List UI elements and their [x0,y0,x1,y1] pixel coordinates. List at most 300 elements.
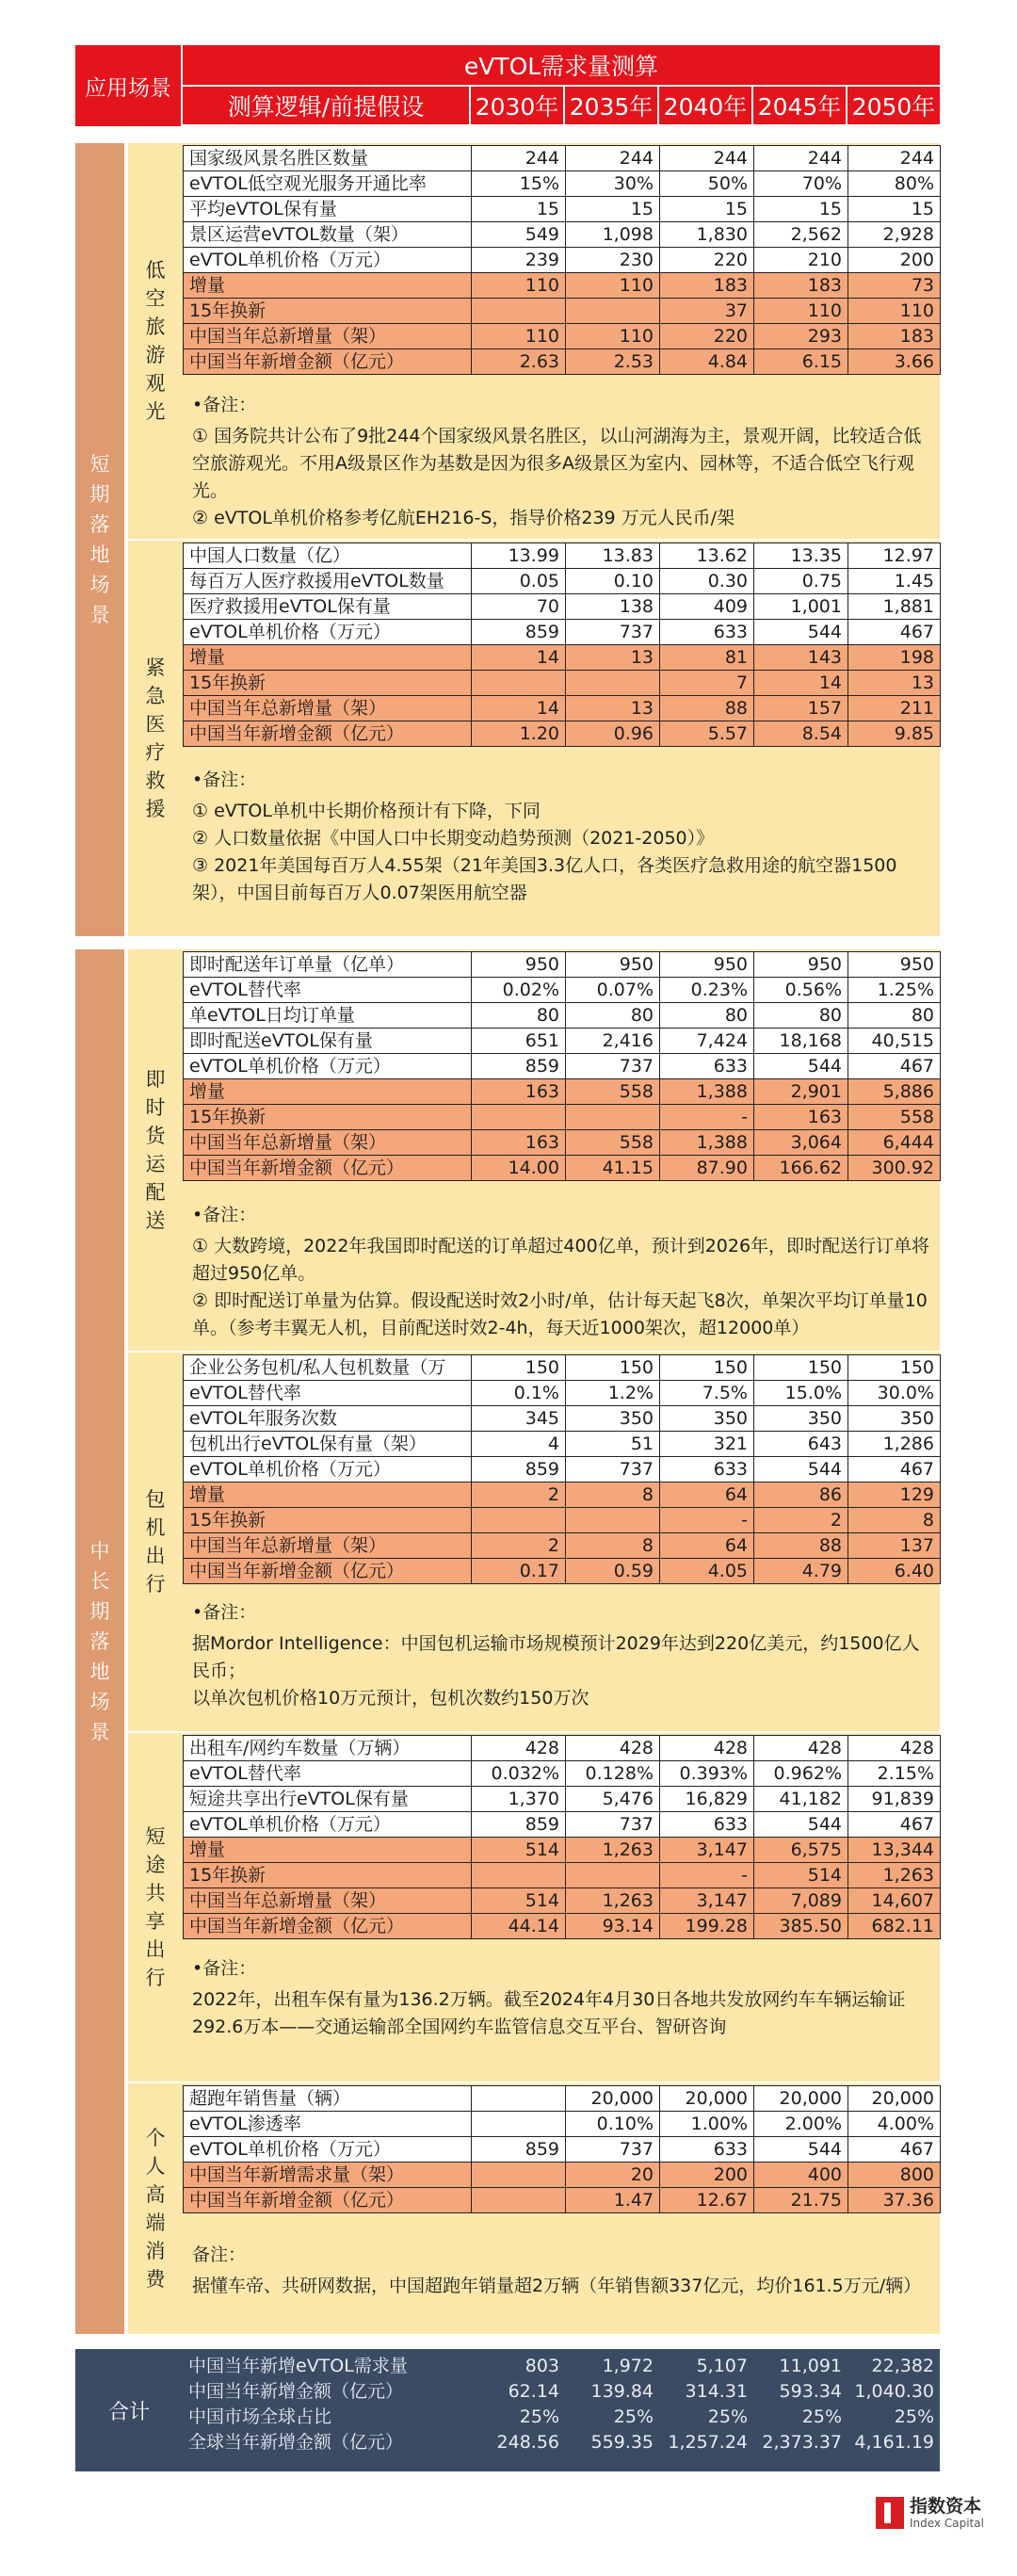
table-row [184,299,941,324]
total-row-label: 全球当年新增金额（亿元） [188,2431,404,2453]
table-row [184,1130,941,1156]
value-cell: 88 [660,696,754,721]
value-cell: 950 [754,952,848,978]
note-line: 2022年，出租车保有量为136.2万辆。截至2024年4月30日各地共发放网约车车辆运输证292.6万本——交通运输部全国网约车监管信息交互平台、智研咨询 [192,1989,906,2037]
value-cell: 950 [566,952,660,978]
value-cell: 859 [472,620,566,645]
value-cell: 1,370 [472,1787,566,1812]
value-cell: 64 [660,1533,754,1559]
value-cell: 1.45 [848,569,941,594]
value-cell: 21.75 [754,2188,848,2213]
value-cell: 80 [754,1003,848,1029]
table-row [184,2137,941,2163]
value-cell: 859 [472,1812,566,1838]
note-line: ② 即时配送订单量为估算。假设配送时效2小时/单，估计每天起飞8次，单架次平均订单量10单。（参考丰翼无人机，目前配送时效2-4h，每天近1000架次，超12000单） [192,1290,928,1338]
value-cell: 239 [472,248,566,273]
value-cell [472,2163,566,2188]
value-cell: 15 [660,197,754,222]
row-label: 包机出行eVTOL保有量（架） [184,1432,472,1457]
value-cell: 129 [848,1482,941,1508]
note-line: 以单次包机价格10万元预计，包机次数约150万次 [192,1688,589,1709]
row-label: 15年换新 [184,1105,472,1130]
notes-medical [183,759,940,934]
value-cell: 0.59 [566,1559,660,1584]
value-cell: 80 [566,1003,660,1029]
value-cell: 2.63 [472,349,566,375]
value-cell: 0.10 [566,569,660,594]
scene-label-medical: 紧急医疗救援 [145,656,166,820]
value-cell: 30% [566,171,660,197]
value-cell: 15.0% [754,1381,848,1406]
value-cell: 5,886 [848,1079,941,1105]
value-cell: 1,098 [566,222,660,248]
row-label: 15年换新 [184,1863,472,1888]
table-row [184,273,941,299]
value-cell: 8 [566,1533,660,1559]
table-row [184,2163,941,2188]
row-label: 国家级风景名胜区数量 [184,146,472,171]
row-label: eVTOL年服务次数 [184,1406,472,1432]
value-cell: 5,476 [566,1787,660,1812]
table-row [184,222,941,248]
value-cell: 6.15 [754,349,848,375]
row-label: 中国当年新增金额（亿元） [184,1559,472,1584]
table-row [184,594,941,620]
table-row [184,671,941,696]
row-label: eVTOL单机价格（万元） [184,248,472,273]
row-label: 中国当年新增金额（亿元） [184,349,472,375]
value-cell: 859 [472,1054,566,1079]
value-cell: 8 [848,1508,941,1533]
value-cell: 70% [754,171,848,197]
value-cell: 1.00% [660,2112,754,2137]
total-row [183,2353,940,2378]
value-cell: 514 [472,1888,566,1914]
value-cell: 558 [566,1130,660,1156]
value-cell: 633 [660,1054,754,1079]
value-cell: 14 [472,645,566,671]
row-label: 增量 [184,1838,472,1863]
value-cell: 44.14 [472,1914,566,1939]
value-cell [472,1508,566,1533]
table-row [184,248,941,273]
value-cell: 350 [848,1406,941,1432]
note-line: ① eVTOL单机中长期价格预计有下降，下同 [192,801,541,821]
row-label: eVTOL低空观光服务开通比率 [184,171,472,197]
value-cell: 15 [472,197,566,222]
table-row [184,645,941,671]
value-cell: 1,001 [754,594,848,620]
row-label: 中国当年总新增量（架） [184,1533,472,1559]
value-cell: 40,515 [848,1029,941,1054]
value-cell: 558 [848,1105,941,1130]
value-cell: 20,000 [754,2086,848,2112]
total-value-cell: 25% [894,2406,934,2427]
table-row [184,1457,941,1482]
value-cell: 643 [754,1432,848,1457]
value-cell: 138 [566,594,660,620]
total-row-label: 中国市场全球占比 [188,2406,332,2427]
value-cell: 1,286 [848,1432,941,1457]
row-label: 中国当年新增金额（亿元） [184,1914,472,1939]
value-cell: 199.28 [660,1914,754,1939]
table-row [184,1533,941,1559]
table-row [184,2188,941,2213]
note-title: •备注： [192,1205,257,1225]
row-label: 中国当年新增金额（亿元） [184,2188,472,2213]
notes-ridehail [183,1948,940,2080]
value-cell: 220 [660,324,754,349]
row-label: 企业公务包机/私人包机数量（万 [184,1355,472,1381]
note-title: 备注： [192,2244,247,2265]
value-cell: 1,388 [660,1130,754,1156]
total-value-cell: 5,107 [696,2355,748,2376]
row-label: eVTOL单机价格（万元） [184,620,472,645]
value-cell: 0.96 [566,721,660,747]
value-cell: 0.10% [566,2112,660,2137]
value-cell [566,671,660,696]
value-cell: 13 [848,671,941,696]
row-label: 增量 [184,273,472,299]
total-value-cell: 4,161.19 [854,2431,934,2453]
value-cell: 198 [848,645,941,671]
value-cell: 558 [566,1079,660,1105]
value-cell: 137 [848,1533,941,1559]
value-cell: 87.90 [660,1156,754,1181]
value-cell: 150 [566,1355,660,1381]
value-cell: 350 [660,1406,754,1432]
value-cell: 37 [660,299,754,324]
value-cell: 950 [472,952,566,978]
table-row [184,1029,941,1054]
value-cell: 400 [754,2163,848,2188]
total-value-cell: 559.35 [590,2431,654,2453]
value-cell: 211 [848,696,941,721]
value-cell: 18,168 [754,1029,848,1054]
table-row [184,952,941,978]
value-cell: 467 [848,1457,941,1482]
value-cell: 2 [754,1508,848,1533]
value-cell: 4 [472,1432,566,1457]
value-cell: 350 [566,1406,660,1432]
row-label: 超跑年销售量（辆） [184,2086,472,2112]
value-cell: 20,000 [660,2086,754,2112]
value-cell: 244 [472,146,566,171]
value-cell: 13 [566,696,660,721]
table-row [184,146,941,171]
note-line: 据懂车帝、共研网数据，中国超跑年销量超2万辆（年销售额337亿元，均价161.5万元/辆） [192,2276,922,2296]
table-row [184,543,941,569]
total-value-cell: 2,373.37 [762,2431,842,2453]
value-cell: 1,263 [566,1838,660,1863]
row-label: 增量 [184,645,472,671]
value-cell [566,299,660,324]
total-value-cell: 25% [519,2406,559,2427]
note-title: •备注： [192,1958,257,1979]
table-row [184,349,941,375]
table-delivery [183,951,941,1181]
value-cell: 428 [754,1736,848,1761]
total-row-label: 中国当年新增金额（亿元） [188,2380,404,2402]
row-label: 15年换新 [184,299,472,324]
value-cell: 244 [566,146,660,171]
value-cell: 110 [472,324,566,349]
value-cell: 14 [472,696,566,721]
value-cell: 14,607 [848,1888,941,1914]
value-cell [472,671,566,696]
value-cell: 428 [660,1736,754,1761]
table-row [184,1863,941,1888]
logo-name-cn: 指数资本 [910,2496,982,2517]
value-cell: 0.1% [472,1381,566,1406]
row-label: 中国当年总新增量（架） [184,1888,472,1914]
total-label: 合计 [107,2400,150,2424]
brand-logo [876,2496,984,2530]
value-cell: 633 [660,620,754,645]
value-cell: 3,064 [754,1130,848,1156]
table-row [184,1381,941,1406]
total-value-cell: 25% [707,2406,748,2427]
value-cell: 41.15 [566,1156,660,1181]
value-cell: 150 [472,1355,566,1381]
year-header-2050: 2050年 [848,87,940,126]
value-cell: 80 [472,1003,566,1029]
table-ridehail [183,1735,941,1939]
table-row [184,1761,941,1787]
value-cell [472,2086,566,2112]
row-label: 中国当年总新增量（架） [184,1130,472,1156]
row-label: 增量 [184,1079,472,1105]
value-cell: 633 [660,1812,754,1838]
value-cell: 14.00 [472,1156,566,1181]
value-cell: 0.07% [566,978,660,1003]
value-cell: 0.30 [660,569,754,594]
value-cell: 1.20 [472,721,566,747]
table-row [184,1355,941,1381]
value-cell: 3.66 [848,349,941,375]
table-luxury [183,2085,941,2213]
total-table [183,2353,940,2454]
total-value-cell: 62.14 [508,2380,559,2402]
value-cell: 15 [754,197,848,222]
total-value-cell: 139.84 [590,2380,654,2402]
total-value-cell: 1,972 [602,2355,654,2376]
value-cell: 200 [660,2163,754,2188]
value-cell: 544 [754,1054,848,1079]
value-cell: 345 [472,1406,566,1432]
note-line: ① 国务院共计公布了9批244个国家级风景名胜区，以山河湖海为主，景观开阔，比较适合低空旅游观光。不用A级景区作为基数是因为很多A级景区为室内、园林等，不适合低空飞行观光。 [192,426,922,501]
total-row [183,2429,940,2454]
value-cell: 2.53 [566,349,660,375]
value-cell: 0.962% [754,1761,848,1787]
value-cell: 467 [848,1054,941,1079]
row-label: 中国当年新增需求量（架） [184,2163,472,2188]
value-cell: 2 [472,1482,566,1508]
value-cell: 20,000 [566,2086,660,2112]
value-cell: 150 [848,1355,941,1381]
value-cell: 12.97 [848,543,941,569]
value-cell: 859 [472,1457,566,1482]
value-cell: 4.84 [660,349,754,375]
row-label: 中国当年总新增量（架） [184,696,472,721]
total-value-cell: 1,257.24 [668,2431,748,2453]
row-label: 即时配送年订单量（亿单） [184,952,472,978]
value-cell: 737 [566,1054,660,1079]
value-cell: 1,388 [660,1079,754,1105]
table-row [184,1003,941,1029]
value-cell: 1,881 [848,594,941,620]
year-header-2030: 2030年 [471,87,565,126]
value-cell: 0.75 [754,569,848,594]
notes-delivery [183,1194,940,1349]
scene-label-tour: 低空旅游观光 [145,259,166,423]
table-row [184,1406,941,1432]
table-row [184,197,941,222]
value-cell: 210 [754,248,848,273]
row-label: eVTOL替代率 [184,1381,472,1406]
value-cell: 143 [754,645,848,671]
table-row [184,1559,941,1584]
scene-header: 应用场景 [75,45,183,126]
row-label: 中国人口数量（亿） [184,543,472,569]
value-cell: 1.25% [848,978,941,1003]
table-row [184,171,941,197]
value-cell: 737 [566,2137,660,2163]
value-cell: 183 [848,324,941,349]
value-cell: 200 [848,248,941,273]
total-value-cell: 803 [525,2355,559,2376]
value-cell: 91,839 [848,1787,941,1812]
value-cell: 70 [472,594,566,620]
group-short-term: 短期落地场景 [75,143,124,936]
value-cell: 2,562 [754,222,848,248]
logic-header: 测算逻辑/前提假设 [183,87,471,126]
table-charter [183,1354,941,1584]
value-cell: 4.79 [754,1559,848,1584]
table-row [184,2086,941,2112]
table-row [184,1838,941,1863]
value-cell: 110 [472,273,566,299]
row-label: 中国当年新增金额（亿元） [184,721,472,747]
logo-name-en: Index Capital [910,2517,984,2530]
value-cell: 230 [566,248,660,273]
value-cell: 73 [848,273,941,299]
value-cell: 544 [754,620,848,645]
value-cell: 7.5% [660,1381,754,1406]
total-row [183,2404,940,2429]
table-row [184,2112,941,2137]
value-cell: 514 [472,1838,566,1863]
value-cell: 9.85 [848,721,941,747]
value-cell: 950 [660,952,754,978]
total-value-cell: 314.31 [685,2380,748,2402]
value-cell: 244 [754,146,848,171]
row-label: 短途共享出行eVTOL保有量 [184,1787,472,1812]
value-cell: 220 [660,248,754,273]
row-label: 15年换新 [184,671,472,696]
notes-charter [183,1592,940,1729]
row-label: eVTOL替代率 [184,978,472,1003]
row-label: eVTOL单机价格（万元） [184,1457,472,1482]
year-header-2045: 2045年 [753,87,848,126]
value-cell: 50% [660,171,754,197]
value-cell: 544 [754,1457,848,1482]
value-cell: 2,928 [848,222,941,248]
table-row [184,1787,941,1812]
table-medical [183,543,941,747]
total-row [183,2378,940,2404]
value-cell: 2.15% [848,1761,941,1787]
note-title: •备注： [192,1602,257,1623]
value-cell: 2,416 [566,1029,660,1054]
value-cell: 300.92 [848,1156,941,1181]
row-label: 中国当年新增金额（亿元） [184,1156,472,1181]
value-cell: 428 [848,1736,941,1761]
table-title: eVTOL需求量测算 [183,45,940,87]
total-value-cell: 1,040.30 [854,2380,934,2402]
value-cell: 13.83 [566,543,660,569]
value-cell [472,299,566,324]
total-value-cell: 25% [801,2406,842,2427]
value-cell [566,1105,660,1130]
value-cell: 737 [566,1457,660,1482]
value-cell: 14 [754,671,848,696]
table-row [184,1432,941,1457]
value-cell: 13.62 [660,543,754,569]
value-cell: 514 [754,1863,848,1888]
value-cell: 651 [472,1029,566,1054]
value-cell: 3,147 [660,1838,754,1863]
value-cell [472,1863,566,1888]
row-label: eVTOL单机价格（万元） [184,1812,472,1838]
value-cell: 409 [660,594,754,620]
value-cell: 183 [660,273,754,299]
value-cell: 633 [660,2137,754,2163]
value-cell: 7,424 [660,1029,754,1054]
table-row [184,324,941,349]
value-cell [472,2112,566,2137]
value-cell [566,1508,660,1533]
value-cell: 0.23% [660,978,754,1003]
value-cell: 110 [754,299,848,324]
value-cell: 2.00% [754,2112,848,2137]
row-label: 15年换新 [184,1508,472,1533]
table-row [184,1054,941,1079]
notes-tour [183,384,940,537]
table-row [184,978,941,1003]
value-cell: 80% [848,171,941,197]
value-cell: 737 [566,620,660,645]
value-cell: 0.393% [660,1761,754,1787]
total-value-cell: 248.56 [496,2431,559,2453]
value-cell: 2 [472,1533,566,1559]
row-label: 每百万人医疗救援用eVTOL数量 [184,569,472,594]
value-cell: 150 [754,1355,848,1381]
row-label: 即时配送eVTOL保有量 [184,1029,472,1054]
table-row [184,1156,941,1181]
value-cell: 110 [566,273,660,299]
value-cell [566,1863,660,1888]
total-value-cell: 22,382 [871,2355,934,2376]
value-cell: 4.00% [848,2112,941,2137]
value-cell [472,1105,566,1130]
value-cell: 1,263 [848,1863,941,1888]
scene-label-luxury: 个人高端消费 [145,2127,166,2291]
value-cell: 549 [472,222,566,248]
value-cell: 467 [848,1812,941,1838]
value-cell: 163 [754,1105,848,1130]
value-cell: 15% [472,171,566,197]
